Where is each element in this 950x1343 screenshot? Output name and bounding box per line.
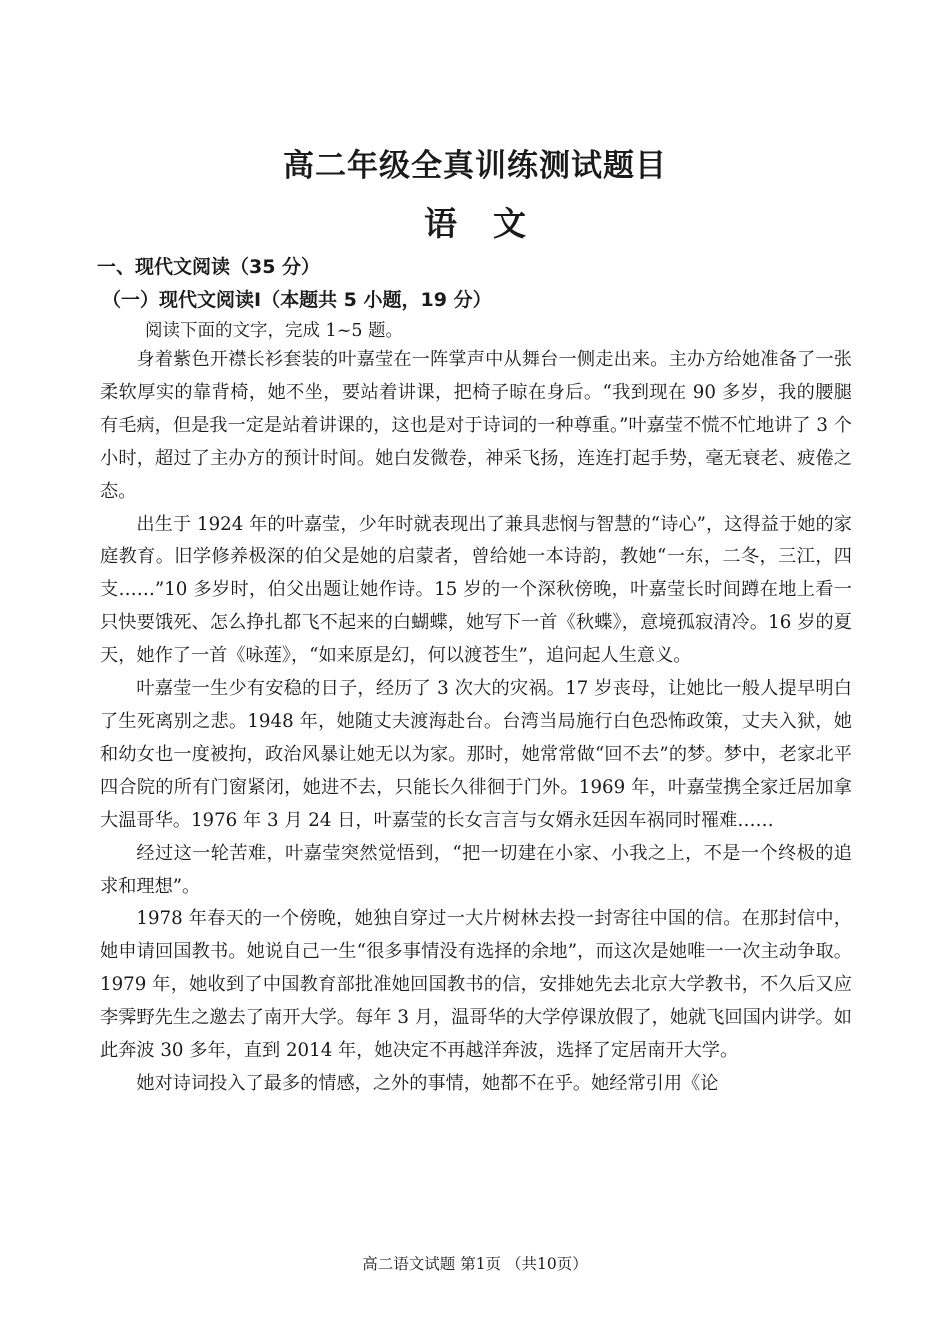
passage-paragraph: 出生于 1924 年的叶嘉莹，少年时就表现出了兼具悲悯与智慧的“诗心”，这得益于她的家庭教育。旧学修养极深的伯父是她的启蒙者，曾给她一本诗韵，教她“一东，二冬，三江，四支……”10 多岁时，伯父出题让她作诗。15 岁的一个深秋傍晚，叶嘉莹长时间蹲在地上看一只快要饿死、怎么挣扎都飞不起来的白蝴蝶，她写下一首《秋蝶》，意境孤寂清冷。16 岁的夏天，她作了一首《咏莲》，“如来原是幻，何以渡苍生”，追问起人生意义。 <box>100 513 852 667</box>
subsection-heading: （一）现代文阅读Ⅰ（本题共 5 小题，19 分） <box>102 289 492 311</box>
page-footer: 高二语文试题 第1页 （共10页） <box>362 1255 588 1273</box>
passage-paragraph: 经过这一轮苦难，叶嘉莹突然觉悟到，“把一切建在小家、小我之上，不是一个终极的追求和理想”。 <box>100 842 852 897</box>
passage-paragraph: 她对诗词投入了最多的情感，之外的事情，她都不在乎。她经常引用《论 <box>136 1072 719 1094</box>
passage-paragraph: 身着紫色开襟长衫套装的叶嘉莹在一阵掌声中从舞台一侧走出来。主办方给她准备了一张柔软厚实的靠背椅，她不坐，要站着讲课，把椅子晾在身后。“我到现在 90 多岁，我的腰腿有毛病，但是我一定是站着讲课的，这也是对于诗词的一种尊重。”叶嘉莹不慌不忙地讲了 3 个小时，超过了主办方的预计时间。她白发微卷，神采飞扬，连连打起手势，毫无衰老、疲倦之态。 <box>100 349 852 502</box>
reading-instruction: 阅读下面的文字，完成 1~5 题。 <box>145 321 404 341</box>
passage-paragraph: 1978 年春天的一个傍晚，她独自穿过一大片树林去投一封寄往中国的信。在那封信中，她申请回国教书。她说自己一生“很多事情没有选择的余地”，而这次是她唯一一次主动争取。1979 年，她收到了中国教育部批准她回国教书的信，安排她先去北京大学教书，不久后又应李霁野先生之邀去了南开大学。每年 3 月，温哥华的大学停课放假了，她就飞回国内讲学。如此奔波 30 多年，直到 2014 年，她决定不再越洋奔波，选择了定居南开大学。 <box>100 908 852 1062</box>
exam-title: 高二年级全真训练测试题目 <box>283 148 667 184</box>
section-heading: 一、现代文阅读（35 分） <box>97 256 321 278</box>
passage-paragraph: 叶嘉莹一生少有安稳的日子，经历了 3 次大的灾祸。17 岁丧母，让她比一般人提早明白了生死离别之悲。1948 年，她随丈夫渡海赴台。台湾当局施行白色恐怖政策，丈夫入狱，她和幼女也一度被拘，政治风暴让她无以为家。那时，她常常做“回不去”的梦。梦中，老家北平四合院的所有门窗紧闭，她进不去，只能长久徘徊于门外。1969 年，叶嘉莹携全家迁居加拿大温哥华。1976 年 3 月 24 日，叶嘉莹的长女言言与女婿永廷因车祸同时罹难…… <box>100 678 852 831</box>
subject-title: 语文 <box>424 204 562 243</box>
reading-passage <box>100 344 852 1101</box>
